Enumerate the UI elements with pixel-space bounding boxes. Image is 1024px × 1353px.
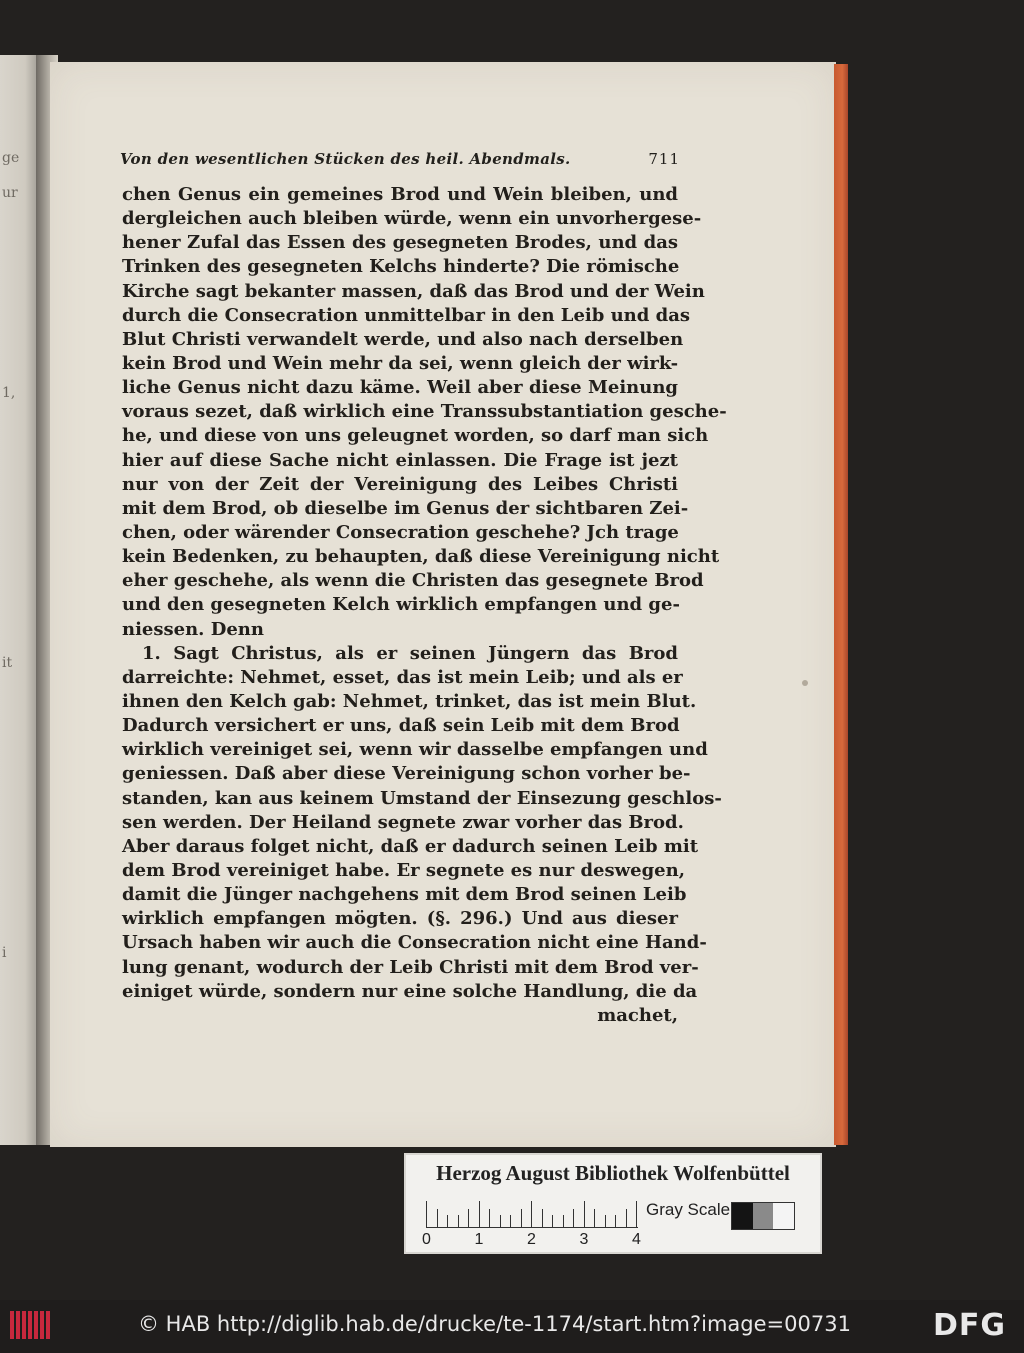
body-text — [122, 183, 727, 1028]
ruler-tick — [531, 1201, 532, 1227]
text-line: machet, — [597, 1004, 678, 1026]
ruler-tick — [458, 1215, 459, 1227]
ruler-tick — [615, 1215, 616, 1227]
text-line: lung genant, wodurch der Leib Christi mit dem Brod ver- — [122, 956, 699, 978]
previous-page-edge — [0, 55, 36, 1145]
ruler-number: 1 — [474, 1231, 484, 1248]
text-line: Kirche sagt bekanter massen, daß das Brod und der Wein — [122, 280, 705, 302]
text-line: kein Bedenken, zu behaupten, daß diese Vereinigung nicht — [122, 546, 720, 568]
text-line: Dadurch versichert er uns, daß sein Leib mit dem Brod — [122, 715, 680, 737]
ruler-tick — [510, 1215, 511, 1227]
text-line: sen werden. Der Heiland segnete zwar vorher das Brod. — [122, 811, 684, 833]
ruler-tick — [563, 1215, 564, 1227]
gray-swatch — [753, 1203, 774, 1229]
gray-scale-label: Gray Scale — [646, 1200, 731, 1219]
ruler-number: 2 — [527, 1231, 536, 1248]
text-line: mit dem Brod, ob dieselbe im Genus der sichtbaren Zei- — [122, 497, 689, 519]
page-edge-red — [834, 64, 848, 1145]
page-number: 711 — [648, 150, 680, 168]
text-line: einiget würde, sondern nur eine solche Handlung, die da — [122, 980, 698, 1002]
ruler-tick — [447, 1215, 448, 1227]
ruler-number: 3 — [579, 1231, 589, 1248]
ruler-tick — [479, 1201, 480, 1227]
previous-page-text: i — [2, 945, 7, 961]
text-line: damit die Jünger nachgehens mit dem Brod seinen Leib — [122, 884, 687, 906]
paper-speck — [802, 680, 808, 686]
ruler-tick — [552, 1215, 553, 1227]
scale-ruler — [426, 1199, 638, 1228]
text-line: liche Genus nicht dazu käme. Weil aber diese Meinung — [122, 377, 678, 399]
text-line: eher geschehe, als wenn die Christen das gesegnete Brod — [122, 570, 704, 592]
text-line: geniessen. Daß aber diese Vereinigung schon vorher be- — [122, 763, 691, 785]
text-line: ihnen den Kelch gab: Nehmet, trinket, das ist mein Blut. — [122, 690, 697, 712]
calibration-card — [404, 1153, 822, 1254]
text-line: kein Brod und Wein mehr da sei, wenn gleich der wirk- — [122, 352, 679, 374]
ruler-tick — [594, 1209, 595, 1227]
text-line: Blut Christi verwandelt werde, und also nach derselben — [122, 328, 684, 350]
text-line: he, und diese von uns geleugnet worden, so darf man sich — [122, 425, 709, 447]
ruler-tick — [573, 1209, 574, 1227]
text-line: durch die Consecration unmittelbar in den Leib und das — [122, 304, 691, 326]
text-line: wirklich empfangen mögten. (§. 296.) Und aus dieser — [122, 908, 678, 930]
text-line: niessen. Denn — [122, 618, 264, 640]
text-line: Aber daraus folget nicht, daß er dadurch seinen Leib mit — [122, 835, 699, 857]
library-name: Herzog August Bibliothek Wolfenbüttel — [436, 1161, 790, 1185]
previous-page-text: ge — [2, 150, 20, 166]
text-line: wirklich vereiniget sei, wenn wir dasselbe empfangen und — [122, 739, 708, 761]
ruler-tick — [426, 1201, 427, 1227]
ruler-number: 0 — [422, 1231, 431, 1248]
previous-page-text: 1, — [2, 385, 16, 401]
ruler-tick — [584, 1201, 585, 1227]
ruler-tick — [489, 1209, 490, 1227]
text-line: Ursach haben wir auch die Consecration nicht eine Hand- — [122, 932, 707, 954]
text-line: nur von der Zeit der Vereinigung des Leibes Christi — [122, 473, 678, 495]
text-line: voraus sezet, daß wirklich eine Transsubstantiation gesche- — [122, 401, 727, 423]
text-line: hener Zufal das Essen des gesegneten Brodes, und das — [122, 232, 678, 254]
ruler-tick — [626, 1209, 627, 1227]
ruler-tick — [521, 1209, 522, 1227]
text-line: dergleichen auch bleiben würde, wenn ein unvorhergese- — [122, 208, 702, 230]
dfg-logo[interactable]: DFG — [933, 1308, 1007, 1343]
text-line: chen, oder wärender Consecration geschehe? Jch trage — [122, 521, 679, 543]
hab-logo-icon[interactable] — [10, 1311, 50, 1339]
ruler-tick — [437, 1209, 438, 1227]
text-line: dem Brod vereiniget habe. Er segnete es nur deswegen, — [122, 859, 685, 881]
text-line: darreichte: Nehmet, esset, das ist mein Leib; und als er — [122, 666, 683, 688]
running-head: Von den wesentlichen Stücken des heil. Abendmals. — [120, 150, 571, 168]
gray-swatch — [773, 1203, 794, 1229]
ruler-tick — [500, 1215, 501, 1227]
ruler-tick — [636, 1201, 637, 1227]
text-line: hier auf diese Sache nicht einlassen. Die Frage ist jezt — [122, 449, 678, 471]
text-line: und den gesegneten Kelch wirklich empfangen und ge- — [122, 594, 680, 616]
text-line: 1. Sagt Christus, als er seinen Jüngern das Brod — [142, 642, 678, 664]
text-line: Trinken des gesegneten Kelchs hinderte? Die römische — [122, 256, 680, 278]
text-line: standen, kan aus keinem Umstand der Einsezung geschlos- — [122, 787, 722, 809]
ruler-tick — [468, 1209, 469, 1227]
text-line: chen Genus ein gemeines Brod und Wein bleiben, und — [122, 184, 678, 205]
page-header — [120, 148, 680, 174]
ruler-tick — [542, 1209, 543, 1227]
copyright-link[interactable]: © HAB http://diglib.hab.de/drucke/te-1174/start.htm?image=00731 — [138, 1312, 851, 1336]
ruler-number: 4 — [632, 1231, 641, 1248]
gray-scale-strip — [731, 1202, 795, 1230]
ruler-tick — [605, 1215, 606, 1227]
previous-page-text: ur — [2, 185, 18, 201]
previous-page-text: it — [2, 655, 13, 671]
gray-swatch — [732, 1203, 753, 1229]
footer-bar — [0, 1300, 1024, 1353]
